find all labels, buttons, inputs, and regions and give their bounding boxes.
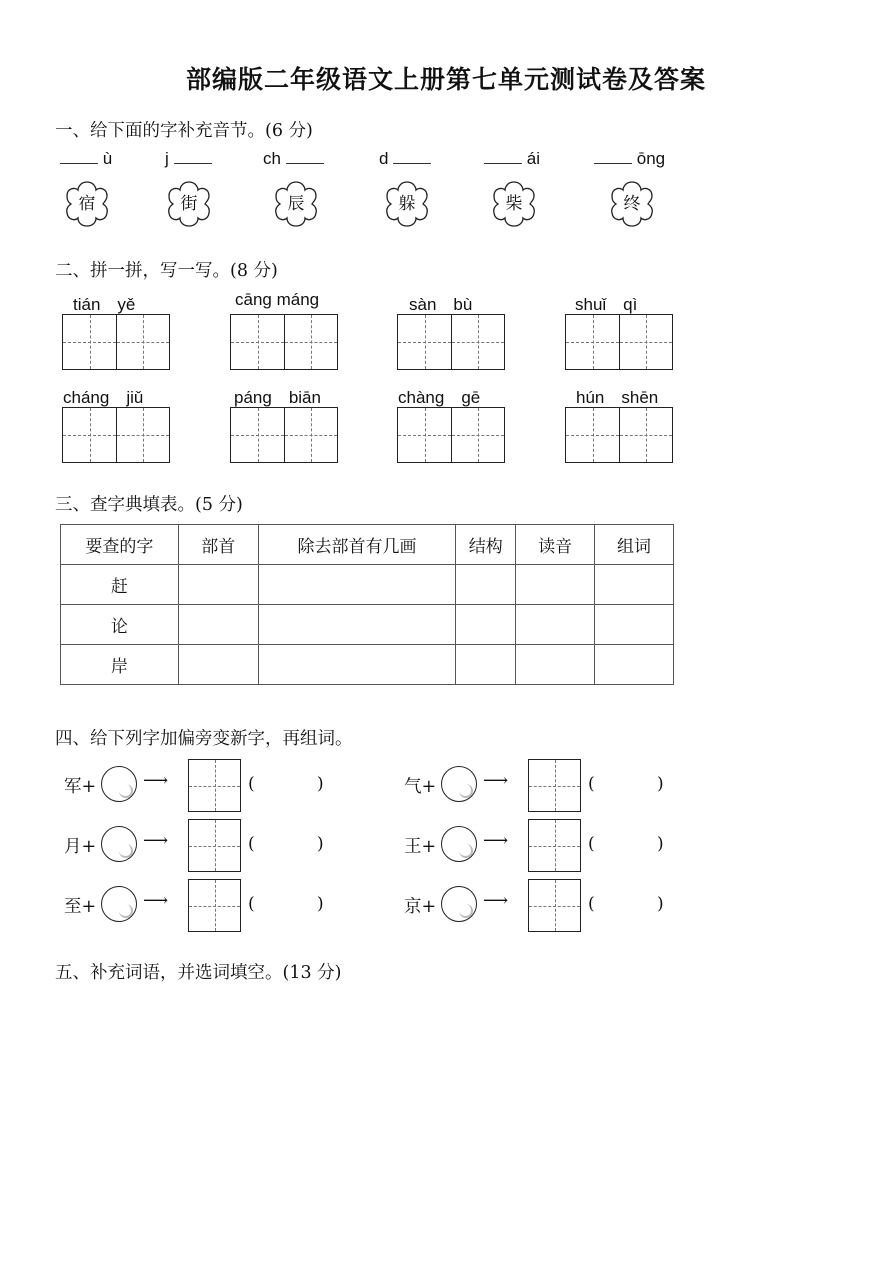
q2-pinyin: tián yě [73, 295, 136, 314]
q2-pinyin: hún shēn [576, 388, 659, 407]
paren-close: ) [657, 774, 664, 794]
writing-grid[interactable] [397, 407, 505, 463]
answer-cell[interactable] [456, 565, 516, 605]
writing-grid[interactable] [62, 407, 170, 463]
writing-grid[interactable] [565, 314, 673, 370]
base-char: 月+ [64, 837, 97, 857]
writing-grid[interactable] [397, 314, 505, 370]
base-char: 军+ [64, 777, 97, 797]
q1-pinyin-4: d [379, 149, 431, 169]
q2-pinyin: shuǐ qì [575, 295, 638, 314]
answer-blank[interactable] [484, 149, 522, 164]
lookup-char: 岸 [61, 645, 179, 685]
writing-grid[interactable] [62, 314, 170, 370]
table-row [61, 645, 674, 685]
writing-grid[interactable] [230, 407, 338, 463]
radical-circle[interactable] [441, 886, 477, 922]
new-char-box[interactable] [528, 759, 581, 812]
q1-pinyin-5: ái [484, 149, 540, 169]
q2-pinyin: sàn bù [409, 295, 473, 314]
paren-open: ( [588, 894, 595, 914]
new-char-box[interactable] [188, 819, 241, 872]
table-header: 要查的字 [61, 525, 179, 565]
answer-cell[interactable] [595, 565, 674, 605]
paren-close: ) [657, 894, 664, 914]
paren-close: ) [317, 834, 324, 854]
q1-pinyin-6: ōng [594, 149, 665, 169]
lookup-char: 赶 [61, 565, 179, 605]
section-1-heading: 一、给下面的字补充音节。(6 分) [55, 121, 313, 141]
answer-cell[interactable] [178, 605, 258, 645]
paren-open: ( [248, 774, 255, 794]
flower-char: 终 [623, 194, 641, 214]
table-row [61, 565, 674, 605]
dictionary-table [60, 524, 674, 685]
answer-blank[interactable] [174, 149, 212, 164]
flower-char: 柴 [505, 194, 523, 214]
flower-frame [488, 178, 540, 230]
paren-open: ( [248, 834, 255, 854]
flower-char: 辰 [287, 194, 305, 214]
section-3-heading: 三、查字典填表。(5 分) [55, 495, 243, 515]
answer-cell[interactable] [258, 605, 456, 645]
q2-pinyin: chàng gē [398, 388, 481, 407]
radical-circle[interactable] [101, 826, 137, 862]
paren-close: ) [317, 894, 324, 914]
section-5-heading: 五、补充词语，并选词填空。(13 分) [55, 963, 342, 983]
paren-close: ) [657, 834, 664, 854]
base-char: 至+ [64, 897, 97, 917]
arrow-icon: ⟶ [143, 891, 167, 911]
answer-cell[interactable] [258, 565, 456, 605]
answer-cell[interactable] [178, 565, 258, 605]
table-header: 读音 [516, 525, 595, 565]
table-header: 部首 [178, 525, 258, 565]
answer-blank[interactable] [594, 149, 632, 164]
base-char: 气+ [404, 777, 437, 797]
new-char-box[interactable] [188, 759, 241, 812]
answer-cell[interactable] [456, 645, 516, 685]
arrow-icon: ⟶ [483, 831, 507, 851]
paren-open: ( [248, 894, 255, 914]
q2-pinyin: cāng máng [235, 290, 320, 309]
answer-cell[interactable] [516, 645, 595, 685]
answer-cell[interactable] [516, 605, 595, 645]
answer-cell[interactable] [178, 645, 258, 685]
answer-cell[interactable] [516, 565, 595, 605]
new-char-box[interactable] [188, 879, 241, 932]
radical-circle[interactable] [101, 886, 137, 922]
table-header-row [61, 525, 674, 565]
answer-blank[interactable] [393, 149, 431, 164]
arrow-icon: ⟶ [143, 771, 167, 791]
new-char-box[interactable] [528, 879, 581, 932]
table-header: 组词 [595, 525, 674, 565]
q1-pinyin-1: ù [60, 149, 112, 169]
radical-circle[interactable] [441, 766, 477, 802]
flower-frame [61, 178, 113, 230]
q2-pinyin: cháng jiǔ [63, 388, 144, 407]
paren-close: ) [317, 774, 324, 794]
paren-open: ( [588, 834, 595, 854]
arrow-icon: ⟶ [483, 891, 507, 911]
writing-grid[interactable] [565, 407, 673, 463]
radical-circle[interactable] [101, 766, 137, 802]
answer-cell[interactable] [258, 645, 456, 685]
table-row [61, 605, 674, 645]
lookup-char: 论 [61, 605, 179, 645]
q1-pinyin-2: j [165, 149, 212, 169]
flower-frame [163, 178, 215, 230]
radical-circle[interactable] [441, 826, 477, 862]
flower-char: 街 [180, 194, 198, 214]
table-header: 除去部首有几画 [258, 525, 456, 565]
section-4-heading: 四、给下列字加偏旁变新字，再组词。 [55, 729, 353, 749]
answer-cell[interactable] [456, 605, 516, 645]
flower-frame [381, 178, 433, 230]
table-header: 结构 [456, 525, 516, 565]
base-char: 王+ [404, 837, 437, 857]
answer-blank[interactable] [286, 149, 324, 164]
answer-cell[interactable] [595, 605, 674, 645]
arrow-icon: ⟶ [483, 771, 507, 791]
answer-blank[interactable] [60, 149, 98, 164]
flower-char: 宿 [78, 194, 96, 214]
paren-open: ( [588, 774, 595, 794]
new-char-box[interactable] [528, 819, 581, 872]
flower-char: 躲 [398, 194, 416, 214]
flower-frame [270, 178, 322, 230]
arrow-icon: ⟶ [143, 831, 167, 851]
page-title: 部编版二年级语文上册第七单元测试卷及答案 [185, 65, 706, 94]
section-2-heading: 二、拼一拼，写一写。(8 分) [55, 261, 278, 281]
q2-pinyin: páng biān [234, 388, 321, 407]
base-char: 京+ [404, 897, 437, 917]
answer-cell[interactable] [595, 645, 674, 685]
flower-frame [606, 178, 658, 230]
q1-pinyin-3: ch [263, 149, 324, 169]
writing-grid[interactable] [230, 314, 338, 370]
